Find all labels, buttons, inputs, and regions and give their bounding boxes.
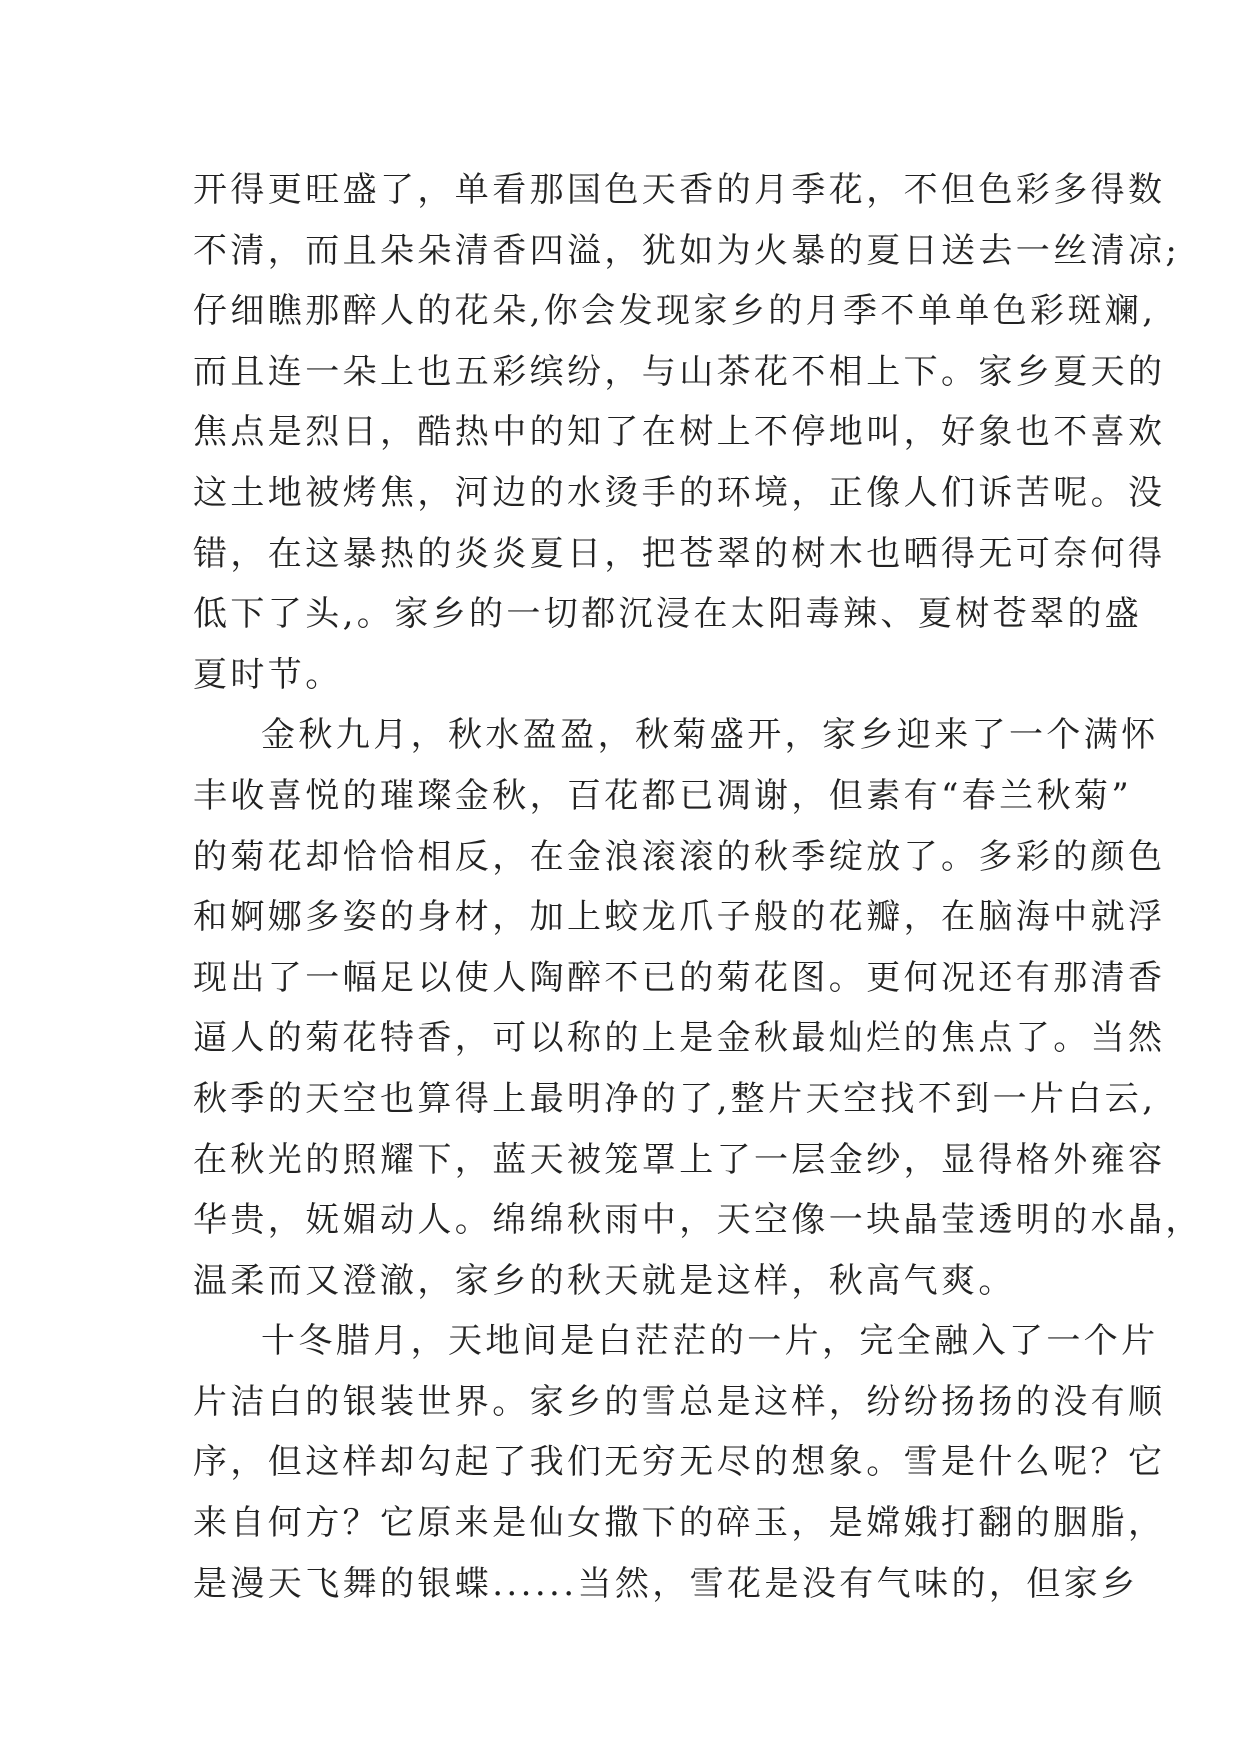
text-line: 这土地被烤焦，河边的水烫手的环境，正像人们诉苦呢。没	[193, 472, 1166, 513]
text-line: 开得更旺盛了，单看那国色天香的月季花，不但色彩多得数	[193, 170, 1166, 210]
text-line: 夏时节。	[193, 654, 343, 695]
paragraph-first-line: 金秋九月，秋水盈盈，秋菊盛开，家乡迎来了一个满怀	[261, 715, 1159, 756]
text-line: 华贵，妩媚动人。绵绵秋雨中，天空像一块晶莹透明的水晶，	[193, 1200, 1203, 1241]
text-line: 片洁白的银装世界。家乡的雪总是这样，纷纷扬扬的没有顺	[193, 1381, 1166, 1422]
text-line: 而且连一朵上也五彩缤纷，与山茶花不相上下。家乡夏天的	[193, 351, 1166, 392]
text-line: 错，在这暴热的炎炎夏日，把苍翠的树木也晒得无可奈何得	[193, 533, 1166, 574]
text-line: 温柔而又澄澈，家乡的秋天就是这样，秋高气爽。	[193, 1260, 1016, 1301]
text-line: 序，但这样却勾起了我们无穷无尽的想象。雪是什么呢？它	[193, 1442, 1166, 1483]
text-line: 低下了头,。家乡的一切都沉浸在太阳毒辣、夏树苍翠的盛	[193, 594, 1143, 635]
text-line: 是漫天飞舞的银蝶......当然，雪花是没有气味的，但家乡	[193, 1563, 1139, 1604]
text-line: 在秋光的照耀下，蓝天被笼罩上了一层金纱，显得格外雍容	[193, 1139, 1166, 1180]
text-line: 焦点是烈日，酷热中的知了在树上不停地叫，好象也不喜欢	[193, 412, 1166, 453]
text-line: 不清，而且朵朵清香四溢，犹如为火暴的夏日送去一丝清凉;	[193, 230, 1181, 271]
text-line: 仔细瞧那醉人的花朵,你会发现家乡的月季不单单色彩斑斓,	[193, 291, 1157, 332]
text-line: 逼人的菊花特香，可以称的上是金秋最灿烂的焦点了。当然	[193, 1018, 1166, 1059]
text-line: 和婀娜多姿的身材，加上蛟龙爪子般的花瓣，在脑海中就浮	[193, 897, 1166, 938]
text-line: 现出了一幅足以使人陶醉不已的菊花图。更何况还有那清香	[193, 957, 1166, 998]
body-text	[193, 160, 1203, 1614]
text-line: 丰收喜悦的璀璨金秋，百花都已凋谢，但素有“春兰秋菊”	[193, 775, 1133, 816]
text-line: 的菊花却恰恰相反，在金浪滚滚的秋季绽放了。多彩的颜色	[193, 836, 1166, 877]
text-line: 秋季的天空也算得上最明净的了,整片天空找不到一片白云,	[193, 1078, 1157, 1119]
text-line: 来自何方？它原来是仙女撒下的碎玉，是嫦娥打翻的胭脂，	[193, 1503, 1166, 1544]
paragraph-first-line: 十冬腊月，天地间是白茫茫的一片，完全融入了一个片	[261, 1321, 1159, 1362]
